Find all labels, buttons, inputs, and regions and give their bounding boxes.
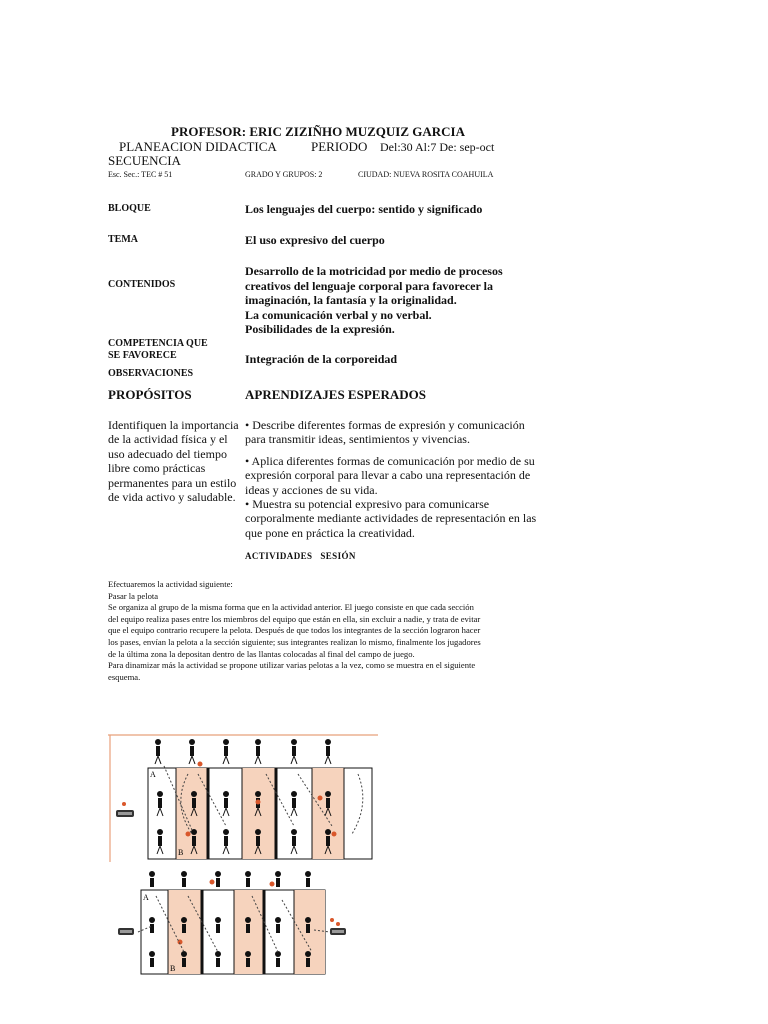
aprendizajes-line: ideas y acciones de su vida. [245,482,378,497]
secuencia-label: SECUENCIA [108,153,181,168]
actividad-line: del equipo realiza pases entre los miembros del equipo que están en ella, sin excluir a nadie, y trata de evitar [108,613,481,624]
tire-icon [116,810,134,817]
propositos-line: libre como prácticas [108,461,206,476]
field-diagram-top [108,734,380,864]
propositos-line: uso adecuado del tiempo [108,446,227,461]
planeacion-label: PLANEACION DIDACTICA [119,139,277,154]
aprendizajes-line: corporalmente mediante actividades de representación en las [245,511,537,526]
ball-icon [122,802,126,806]
observaciones-label: OBSERVACIONES [108,368,194,379]
competencia-label-line: SE FAVORECE [108,350,177,361]
team-a-label: A [143,893,149,902]
contenidos-label: CONTENIDOS [108,279,176,290]
actividad-line: Se organiza al grupo de la misma forma que en la actividad anterior. El juego consiste en que cada sección [108,602,474,613]
aprendizajes-line [245,447,536,454]
propositos-line: de vida activo y saludable. [108,490,236,505]
actividad-line: que el equipo contrario recupere la pelota. Después de que todos los integrantes de la sección lograron hacer [108,625,481,636]
propositos-line: Identifiquen la importancia [108,418,239,432]
aprendizajes-line: • Describe diferentes formas de expresión y comunicación [245,418,525,432]
grado-label: GRADO Y GRUPOS: 2 [245,170,323,179]
tema-value: El uso expresivo del cuerpo [245,233,385,247]
contenidos-line: La comunicación verbal y no verbal. [245,307,432,322]
bloque-value: Los lenguajes del cuerpo: sentido y significado [245,202,483,216]
propositos-heading: PROPÓSITOS [108,387,192,402]
tema-label: TEMA [108,234,138,245]
aprendizajes-line: • Aplica diferentes formas de comunicación por medio de su [245,453,535,468]
actividad-line: esquema. [108,671,141,682]
aprendizajes-line: que pone en práctica la creatividad. [245,525,415,540]
contenidos-line: imaginación, la fantasía y la originalidad. [245,293,457,307]
aprendizajes-line: expresión corporal para llevar a cabo una representación de [245,468,531,483]
aprendizajes-heading: APRENDIZAJES ESPERADOS [245,387,426,402]
competencia-label-line: COMPETENCIA QUE [108,338,208,349]
profesor-title: PROFESOR: ERIC ZIZIÑHO MUZQUIZ GARCIA [171,124,465,139]
contenidos-line: creativos del lenguaje corporal para favorecer la [245,278,493,293]
tire-icon [118,928,134,935]
competencia-value: Integración de la corporeidad [245,352,398,366]
team-a-label: A [150,770,156,779]
aprendizajes-line: para transmitir ideas, sentimientos y vivencias. [245,432,470,447]
propositos-line: permanentes para un estilo [108,475,237,490]
actividad-line: Para dinamizar más la actividad se propone utilizar varias pelotas a la vez, como se muestra en el siguiente [108,660,476,671]
actividades-sesion-heading: ACTIVIDADES SESIÓN [245,551,356,561]
aprendizajes-line: • Muestra su potencial expresivo para comunicarse [245,497,490,512]
field-diagram-bottom [108,870,380,980]
aprendizajes-text [245,418,536,540]
bloque-label: BLOQUE [108,203,151,214]
periodo-dates: Del:30 Al:7 De: sep-oct [380,140,495,154]
actividad-line: Pasar la pelota [108,590,159,601]
tire-icon [330,928,346,935]
contenidos-line: Posibilidades de la expresión. [245,322,395,336]
ciudad-label: CIUDAD: NUEVA ROSITA COAHUILA [358,170,494,179]
team-b-label: B [170,964,176,973]
periodo-label: PERIODO [311,139,368,154]
escuela-label: Esc. Sec.: TEC # 51 [108,170,173,179]
competencia-label [108,338,208,362]
actividad-line: Efectuaremos la actividad siguiente: [108,579,233,589]
contenidos-line: Desarrollo de la motricidad por medio de procesos [245,264,503,278]
contenidos-value [245,264,503,337]
team-b-label: B [178,848,184,857]
actividad-text [108,579,481,683]
propositos-line: de la actividad física y el [108,432,228,447]
actividad-line: de la última zona la depositan dentro de las llantas colocadas al final del campo de juego. [108,648,415,659]
propositos-text [108,418,239,504]
actividad-line: los pases, envían la pelota a la sección siguiente; sus integrantes realizan lo mismo, finalmente los jugadores [108,636,481,647]
